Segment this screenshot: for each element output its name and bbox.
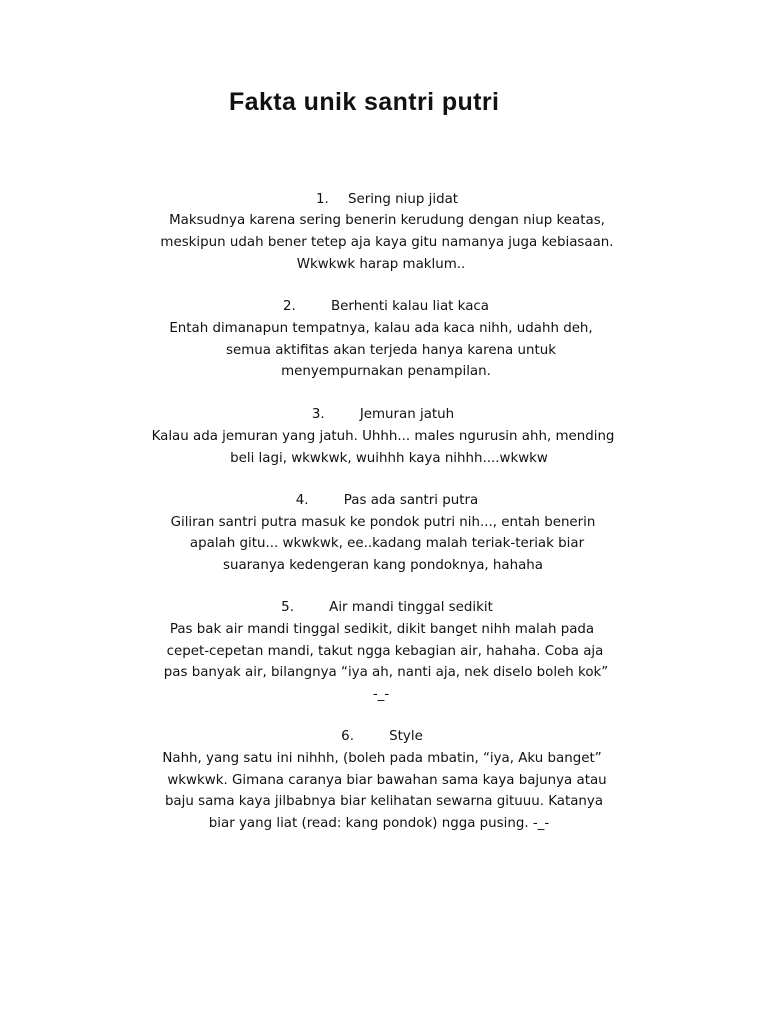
item-text-line: Entah dimanapun tempatnya, kalau ada kaca nihh, udahh deh, [169,321,593,336]
item-text-line: meskipun udah bener tetep aja kaya gitu namanya juga kebiasaan. [160,235,614,250]
item-text-line: menyempurnakan penampilan. [281,364,491,379]
item-title: Pas ada santri putra [343,493,479,508]
item-text-line: -_- [372,687,390,702]
item-text-line: Nahh, yang satu ini nihhh, (boleh pada mbatin, “iya, Aku banget” [162,751,602,766]
document-title: Fakta unik santri putri [229,88,500,116]
item-heading [3,492,768,510]
item-number: 5. [281,600,294,615]
item-number: 1. [315,192,329,207]
item-text-line: baju sama kaya jilbabnya biar kelihatan sewarna gituuu. Katanya [164,794,604,809]
item-text-line: Pas bak air mandi tinggal sedikit, dikit banget nihh malah pada [169,622,595,637]
item-text-line: Wkwkwk harap maklum.. [296,257,466,272]
item-text-line: cepet-cepetan mandi, takut ngga kebagian air, hahaha. Coba aja [166,644,604,659]
item-text-line: semua aktifitas akan terjeda hanya karena untuk [225,343,556,358]
item-title: Berhenti kalau liat kaca [331,299,489,314]
item-text-line: pas banyak air, bilangnya “iya ah, nanti aja, nek diselo boleh kok” [163,665,609,680]
item-text-line: Maksudnya karena sering benerin kerudung dengan niup keatas, [169,213,605,228]
item-title: Jemuran jatuh [359,407,455,422]
item-text-line: beli lagi, wkwkwk, wuihhh kaya nihhh....wkwkw [230,451,548,466]
item-title: Air mandi tinggal sedikit [329,600,493,615]
item-heading [2,298,768,316]
item-number: 6. [341,729,354,744]
item-number: 3. [311,407,325,422]
item-text-line: wkwkwk. Gimana caranya biar bawahan sama kaya bajunya atau [167,773,607,788]
item-heading [3,191,768,209]
item-text-line: biar yang liat (read: kang pondok) ngga pusing. -_- [208,816,550,831]
item-heading [0,406,767,424]
item-heading [0,728,766,746]
item-number: 2. [283,299,296,314]
item-number: 4. [295,493,309,508]
item-title: Style [389,729,423,744]
item-text-line: Giliran santri putra masuk ke pondok putri nih..., entah benerin [170,515,596,530]
item-title: Sering niup jidat [347,192,459,207]
item-heading [3,599,768,617]
item-text-line: suaranya kedengeran kang pondoknya, hahaha [223,558,543,573]
item-text-line: Kalau ada jemuran yang jatuh. Uhhh... males ngurusin ahh, mending [151,429,615,444]
item-text-line: apalah gitu... wkwkwk, ee..kadang malah teriak-teriak biar [189,536,585,551]
